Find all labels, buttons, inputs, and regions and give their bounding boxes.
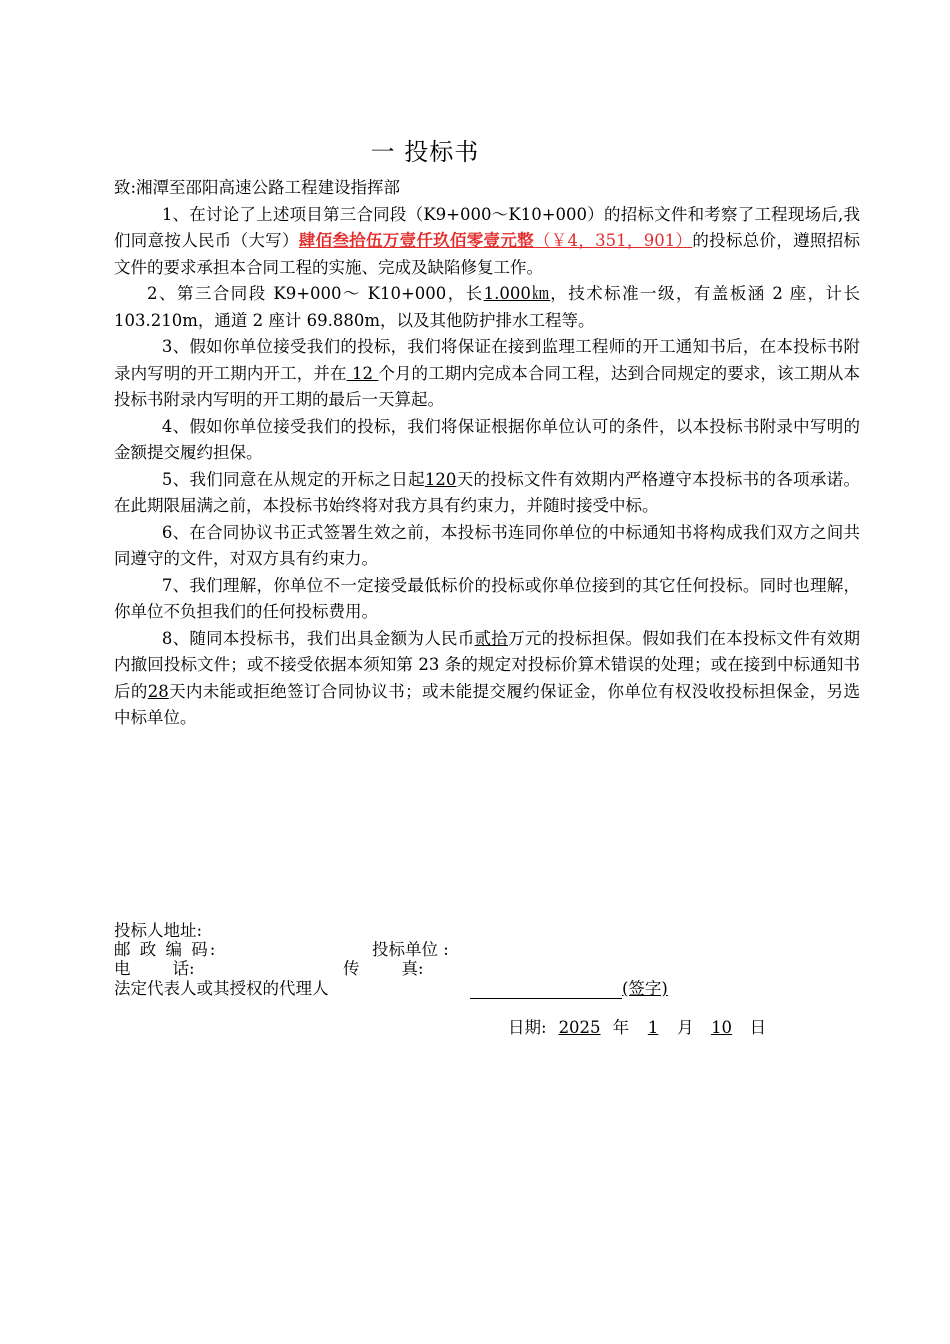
guarantee-amount: 贰拾 xyxy=(474,628,509,648)
legal-representative-label: 法定代表人或其授权的代理人 xyxy=(114,979,329,998)
section-length: 1.000㎞ xyxy=(483,284,551,303)
paragraph-6: 6、在合同协议书正式签署生效之前，本投标书连同你单位的中标通知书将构成我们双方之间共同遵守的文件，对双方具有约束力。 xyxy=(114,522,860,568)
p5-text-a: 5、我们同意在从规定的开标之日起 xyxy=(161,469,425,489)
postcode-label: 邮 政 编 码: xyxy=(114,940,218,959)
p5-text-b: 天的投标文件有效期内严格遵守本投标书的各项承诺。在此期限届满之前，本投标书始终将对我方具有约束力，并随时接受中标。 xyxy=(114,469,860,515)
signature-note: (签字) xyxy=(622,979,668,998)
date-year[interactable]: 2025 xyxy=(558,1018,601,1037)
date-month[interactable]: 1 xyxy=(647,1018,659,1037)
date-label: 日期: xyxy=(508,1018,547,1037)
addressee: 致:湘潭至邵阳高速公路工程建设指挥部 xyxy=(114,178,401,197)
date-line xyxy=(508,1014,766,1038)
phone-label: 电 话: xyxy=(114,959,195,978)
signing-days: 28 xyxy=(147,681,169,701)
paragraph-4: 4、假如你单位接受我们的投标，我们将保证根据你单位认可的条件，以本投标书附录中写明的金额提交履约担保。 xyxy=(114,416,860,462)
p2-text-a: 2、第三合同段 K9+000～ K10+000，长 xyxy=(147,284,484,303)
p8-text-b: 万元的投标担保。假如我们在本投标文件有效期内撤回投标文件；或不接受依据本须知第 23 条的规定对投标价算术错误的处理；或在接到中标通知书后的 xyxy=(114,628,861,701)
year-unit: 年 xyxy=(612,1018,630,1037)
day-unit: 日 xyxy=(749,1018,767,1037)
paragraph-8 xyxy=(114,626,860,732)
paragraph-1 xyxy=(114,202,860,282)
amount-in-words: 肆佰叁拾伍万壹仟玖佰零壹元整 xyxy=(298,231,534,250)
duration-months: 12 xyxy=(346,363,379,383)
validity-days: 120 xyxy=(424,469,457,489)
bidder-unit-label: 投标单位 : xyxy=(372,940,449,959)
p3-text-a: 3、假如你单位接受我们的投标，我们将保证在接到监理工程师的开工通知书后，在本投标书附录内写明的开工期内开工，并在 xyxy=(114,337,860,383)
month-unit: 月 xyxy=(677,1018,694,1037)
fax-label: 传 真: xyxy=(343,959,424,978)
p1-text-b: 的投标总价，遵照招标文件的要求承担本合同工程的实施、完成及缺陷修复工作。 xyxy=(114,231,861,277)
bidder-address-label: 投标人地址: xyxy=(114,921,203,940)
paragraph-3 xyxy=(114,334,860,414)
letter-body xyxy=(114,175,860,732)
paragraph-2 xyxy=(114,281,860,334)
amount-in-numbers: （￥4，351，901） xyxy=(533,231,693,250)
p8-text-c: 天内未能或拒绝签订合同协议书；或未能提交履约保证金，你单位有权没收投标担保金，另选中标单位。 xyxy=(114,681,861,727)
p1-text-a: 1、在讨论了上述项目第三合同段（K9+000～K10+000）的招标文件和考察了工程现场后,我们同意按人民币（大写） xyxy=(114,204,860,250)
document-title: 一 投标书 xyxy=(370,138,480,166)
p2-text-b: ，技术标准一级，有盖板涵 2 座，计长 103.210m，通道 2 座计 69.880m，以及其他防护排水工程等。 xyxy=(114,284,860,330)
signature-line[interactable] xyxy=(470,979,622,999)
p8-text-a: 8、随同本投标书，我们出具金额为人民币 xyxy=(161,628,475,648)
date-day[interactable]: 10 xyxy=(711,1018,733,1037)
p3-text-b: 个月的工期内完成本合同工程，达到合同规定的要求，该工期从本投标书附录内写明的开工期的最后一天算起。 xyxy=(114,363,860,409)
paragraph-7: 7、我们理解，你单位不一定接受最低标价的投标或你单位接到的其它任何投标。同时也理解，你单位不负担我们的任何投标费用。 xyxy=(114,575,860,621)
paragraph-5 xyxy=(114,467,860,520)
